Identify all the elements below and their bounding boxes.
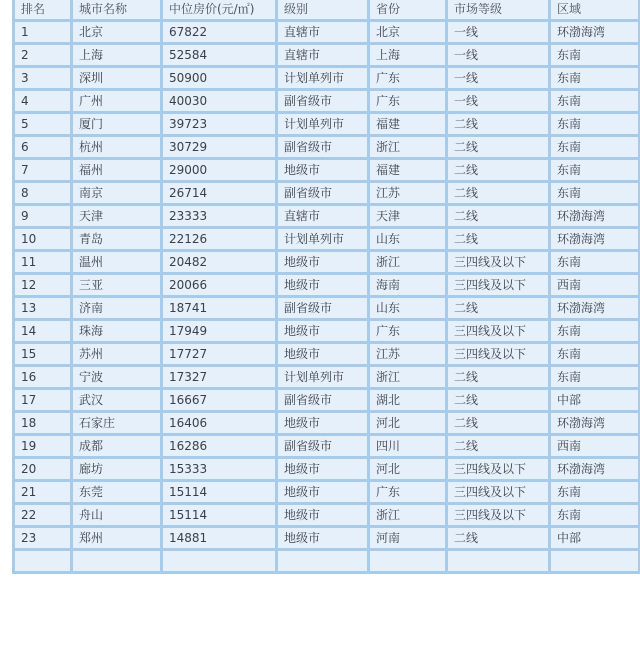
table-row <box>14 136 640 159</box>
table-row <box>14 527 640 550</box>
cell-region: 东南 <box>550 481 640 504</box>
header-city: 城市名称 <box>72 0 162 21</box>
cell-rank <box>14 550 72 573</box>
cell-city: 苏州 <box>72 343 162 366</box>
cell-province: 山东 <box>369 228 447 251</box>
cell-rank: 18 <box>14 412 72 435</box>
cell-market-tier <box>447 550 550 573</box>
cell-region: 东南 <box>550 136 640 159</box>
cell-median-price: 26714 <box>162 182 277 205</box>
cell-region: 西南 <box>550 435 640 458</box>
cell-rank: 10 <box>14 228 72 251</box>
cell-market-tier: 二线 <box>447 205 550 228</box>
cell-rank: 9 <box>14 205 72 228</box>
cell-province: 浙江 <box>369 136 447 159</box>
cell-rank: 3 <box>14 67 72 90</box>
table-row <box>14 251 640 274</box>
cell-province: 福建 <box>369 159 447 182</box>
cell-median-price: 29000 <box>162 159 277 182</box>
cell-city: 郑州 <box>72 527 162 550</box>
cell-level: 地级市 <box>277 504 369 527</box>
cell-city: 温州 <box>72 251 162 274</box>
cell-city: 舟山 <box>72 504 162 527</box>
cell-level: 地级市 <box>277 320 369 343</box>
cell-city: 三亚 <box>72 274 162 297</box>
cell-province: 河北 <box>369 412 447 435</box>
cell-level: 副省级市 <box>277 297 369 320</box>
cell-median-price: 16286 <box>162 435 277 458</box>
table-row <box>14 274 640 297</box>
header-level: 级别 <box>277 0 369 21</box>
table-row <box>14 550 640 573</box>
table-row <box>14 228 640 251</box>
cell-province: 浙江 <box>369 504 447 527</box>
cell-province: 广东 <box>369 320 447 343</box>
cell-city: 石家庄 <box>72 412 162 435</box>
cell-median-price: 15114 <box>162 504 277 527</box>
header-province: 省份 <box>369 0 447 21</box>
table-row <box>14 343 640 366</box>
cell-level <box>277 550 369 573</box>
cell-market-tier: 三四线及以下 <box>447 504 550 527</box>
cell-median-price: 15333 <box>162 458 277 481</box>
cell-city: 福州 <box>72 159 162 182</box>
cell-level: 地级市 <box>277 343 369 366</box>
cell-market-tier: 二线 <box>447 159 550 182</box>
cell-province: 河南 <box>369 527 447 550</box>
cell-rank: 22 <box>14 504 72 527</box>
cell-level: 副省级市 <box>277 136 369 159</box>
cell-market-tier: 三四线及以下 <box>447 274 550 297</box>
cell-market-tier: 二线 <box>447 366 550 389</box>
cell-region: 环渤海湾 <box>550 228 640 251</box>
watermark: 快传号 / 已有主 <box>420 588 622 669</box>
cell-median-price: 16406 <box>162 412 277 435</box>
cell-city <box>72 550 162 573</box>
cell-region: 中部 <box>550 389 640 412</box>
cell-city: 青岛 <box>72 228 162 251</box>
table-row <box>14 481 640 504</box>
cell-market-tier: 二线 <box>447 136 550 159</box>
cell-rank: 23 <box>14 527 72 550</box>
cell-region: 东南 <box>550 343 640 366</box>
cell-median-price: 52584 <box>162 44 277 67</box>
cell-median-price: 17727 <box>162 343 277 366</box>
cell-city: 上海 <box>72 44 162 67</box>
cell-city: 天津 <box>72 205 162 228</box>
cell-median-price: 20066 <box>162 274 277 297</box>
cell-rank: 4 <box>14 90 72 113</box>
cell-rank: 20 <box>14 458 72 481</box>
header-rank: 排名 <box>14 0 72 21</box>
table-row <box>14 389 640 412</box>
table-row <box>14 113 640 136</box>
cell-median-price: 40030 <box>162 90 277 113</box>
cell-market-tier: 二线 <box>447 527 550 550</box>
cell-region: 中部 <box>550 527 640 550</box>
cell-level: 副省级市 <box>277 435 369 458</box>
cell-market-tier: 二线 <box>447 228 550 251</box>
cell-city: 成都 <box>72 435 162 458</box>
cell-rank: 7 <box>14 159 72 182</box>
cell-region: 东南 <box>550 113 640 136</box>
cell-level: 计划单列市 <box>277 366 369 389</box>
table-row <box>14 412 640 435</box>
cell-province: 浙江 <box>369 251 447 274</box>
cell-region: 东南 <box>550 182 640 205</box>
cell-rank: 21 <box>14 481 72 504</box>
cell-median-price: 50900 <box>162 67 277 90</box>
cell-province: 海南 <box>369 274 447 297</box>
table-body <box>14 21 640 573</box>
cell-province: 上海 <box>369 44 447 67</box>
header-row <box>14 0 640 21</box>
cell-region: 环渤海湾 <box>550 297 640 320</box>
cell-province: 湖北 <box>369 389 447 412</box>
header-market-tier: 市场等级 <box>447 0 550 21</box>
cell-level: 副省级市 <box>277 90 369 113</box>
cell-region: 环渤海湾 <box>550 21 640 44</box>
cell-region: 环渤海湾 <box>550 458 640 481</box>
cell-province: 广东 <box>369 90 447 113</box>
cell-market-tier: 二线 <box>447 412 550 435</box>
cell-median-price: 14881 <box>162 527 277 550</box>
cell-level: 计划单列市 <box>277 113 369 136</box>
cell-market-tier: 一线 <box>447 21 550 44</box>
cell-level: 直辖市 <box>277 44 369 67</box>
cell-market-tier: 二线 <box>447 435 550 458</box>
cell-median-price: 39723 <box>162 113 277 136</box>
cell-region: 东南 <box>550 366 640 389</box>
cell-market-tier: 三四线及以下 <box>447 320 550 343</box>
cell-city: 济南 <box>72 297 162 320</box>
cell-city: 东莞 <box>72 481 162 504</box>
cell-city: 厦门 <box>72 113 162 136</box>
cell-market-tier: 一线 <box>447 67 550 90</box>
cell-province: 江苏 <box>369 343 447 366</box>
cell-rank: 19 <box>14 435 72 458</box>
cell-level: 地级市 <box>277 251 369 274</box>
cell-median-price: 30729 <box>162 136 277 159</box>
cell-region: 东南 <box>550 67 640 90</box>
cell-region: 东南 <box>550 504 640 527</box>
cell-median-price: 17949 <box>162 320 277 343</box>
cell-city: 北京 <box>72 21 162 44</box>
cell-level: 地级市 <box>277 159 369 182</box>
table-row <box>14 320 640 343</box>
cell-region: 东南 <box>550 44 640 67</box>
cell-level: 直辖市 <box>277 21 369 44</box>
cell-city: 廊坊 <box>72 458 162 481</box>
cell-rank: 12 <box>14 274 72 297</box>
cell-level: 副省级市 <box>277 389 369 412</box>
table-row <box>14 67 640 90</box>
cell-level: 地级市 <box>277 527 369 550</box>
cell-market-tier: 一线 <box>447 90 550 113</box>
cell-median-price: 18741 <box>162 297 277 320</box>
cell-city: 南京 <box>72 182 162 205</box>
table-row <box>14 435 640 458</box>
header-median-price: 中位房价(元/㎡) <box>162 0 277 21</box>
cell-region <box>550 550 640 573</box>
cell-province: 江苏 <box>369 182 447 205</box>
cell-rank: 15 <box>14 343 72 366</box>
cell-median-price: 15114 <box>162 481 277 504</box>
cell-market-tier: 三四线及以下 <box>447 343 550 366</box>
table-row <box>14 90 640 113</box>
table-row <box>14 159 640 182</box>
cell-median-price: 17327 <box>162 366 277 389</box>
table-row <box>14 44 640 67</box>
cell-level: 计划单列市 <box>277 228 369 251</box>
table-row <box>14 297 640 320</box>
cell-level: 地级市 <box>277 412 369 435</box>
cell-province: 四川 <box>369 435 447 458</box>
cell-market-tier: 二线 <box>447 297 550 320</box>
cell-market-tier: 三四线及以下 <box>447 458 550 481</box>
cell-market-tier: 三四线及以下 <box>447 481 550 504</box>
cell-province <box>369 550 447 573</box>
cell-market-tier: 二线 <box>447 113 550 136</box>
table-row <box>14 366 640 389</box>
cell-rank: 2 <box>14 44 72 67</box>
cell-market-tier: 一线 <box>447 44 550 67</box>
cell-rank: 8 <box>14 182 72 205</box>
table-row <box>14 21 640 44</box>
cell-level: 地级市 <box>277 274 369 297</box>
cell-city: 珠海 <box>72 320 162 343</box>
cell-region: 环渤海湾 <box>550 412 640 435</box>
table-row <box>14 504 640 527</box>
city-housing-price-table <box>12 0 640 574</box>
cell-region: 东南 <box>550 90 640 113</box>
cell-province: 山东 <box>369 297 447 320</box>
cell-median-price: 23333 <box>162 205 277 228</box>
cell-province: 北京 <box>369 21 447 44</box>
cell-median-price <box>162 550 277 573</box>
cell-region: 西南 <box>550 274 640 297</box>
cell-median-price: 22126 <box>162 228 277 251</box>
table-row <box>14 205 640 228</box>
cell-city: 杭州 <box>72 136 162 159</box>
cell-rank: 6 <box>14 136 72 159</box>
cell-median-price: 20482 <box>162 251 277 274</box>
table-row <box>14 458 640 481</box>
cell-province: 广东 <box>369 481 447 504</box>
cell-level: 地级市 <box>277 481 369 504</box>
cell-median-price: 67822 <box>162 21 277 44</box>
cell-rank: 16 <box>14 366 72 389</box>
cell-level: 直辖市 <box>277 205 369 228</box>
cell-rank: 17 <box>14 389 72 412</box>
cell-city: 武汉 <box>72 389 162 412</box>
cell-region: 东南 <box>550 320 640 343</box>
table-row <box>14 182 640 205</box>
cell-level: 地级市 <box>277 458 369 481</box>
cell-market-tier: 二线 <box>447 182 550 205</box>
cell-region: 东南 <box>550 251 640 274</box>
cell-province: 福建 <box>369 113 447 136</box>
cell-market-tier: 三四线及以下 <box>447 251 550 274</box>
cell-rank: 13 <box>14 297 72 320</box>
cell-province: 河北 <box>369 458 447 481</box>
header-region: 区域 <box>550 0 640 21</box>
cell-region: 东南 <box>550 159 640 182</box>
cell-province: 天津 <box>369 205 447 228</box>
cell-city: 宁波 <box>72 366 162 389</box>
table-container <box>12 0 638 574</box>
cell-market-tier: 二线 <box>447 389 550 412</box>
cell-level: 计划单列市 <box>277 67 369 90</box>
cell-rank: 5 <box>14 113 72 136</box>
cell-region: 环渤海湾 <box>550 205 640 228</box>
cell-city: 深圳 <box>72 67 162 90</box>
cell-province: 广东 <box>369 67 447 90</box>
page-margin <box>0 0 10 621</box>
cell-province: 浙江 <box>369 366 447 389</box>
cell-median-price: 16667 <box>162 389 277 412</box>
cell-city: 广州 <box>72 90 162 113</box>
cell-rank: 1 <box>14 21 72 44</box>
cell-level: 副省级市 <box>277 182 369 205</box>
cell-rank: 14 <box>14 320 72 343</box>
cell-rank: 11 <box>14 251 72 274</box>
